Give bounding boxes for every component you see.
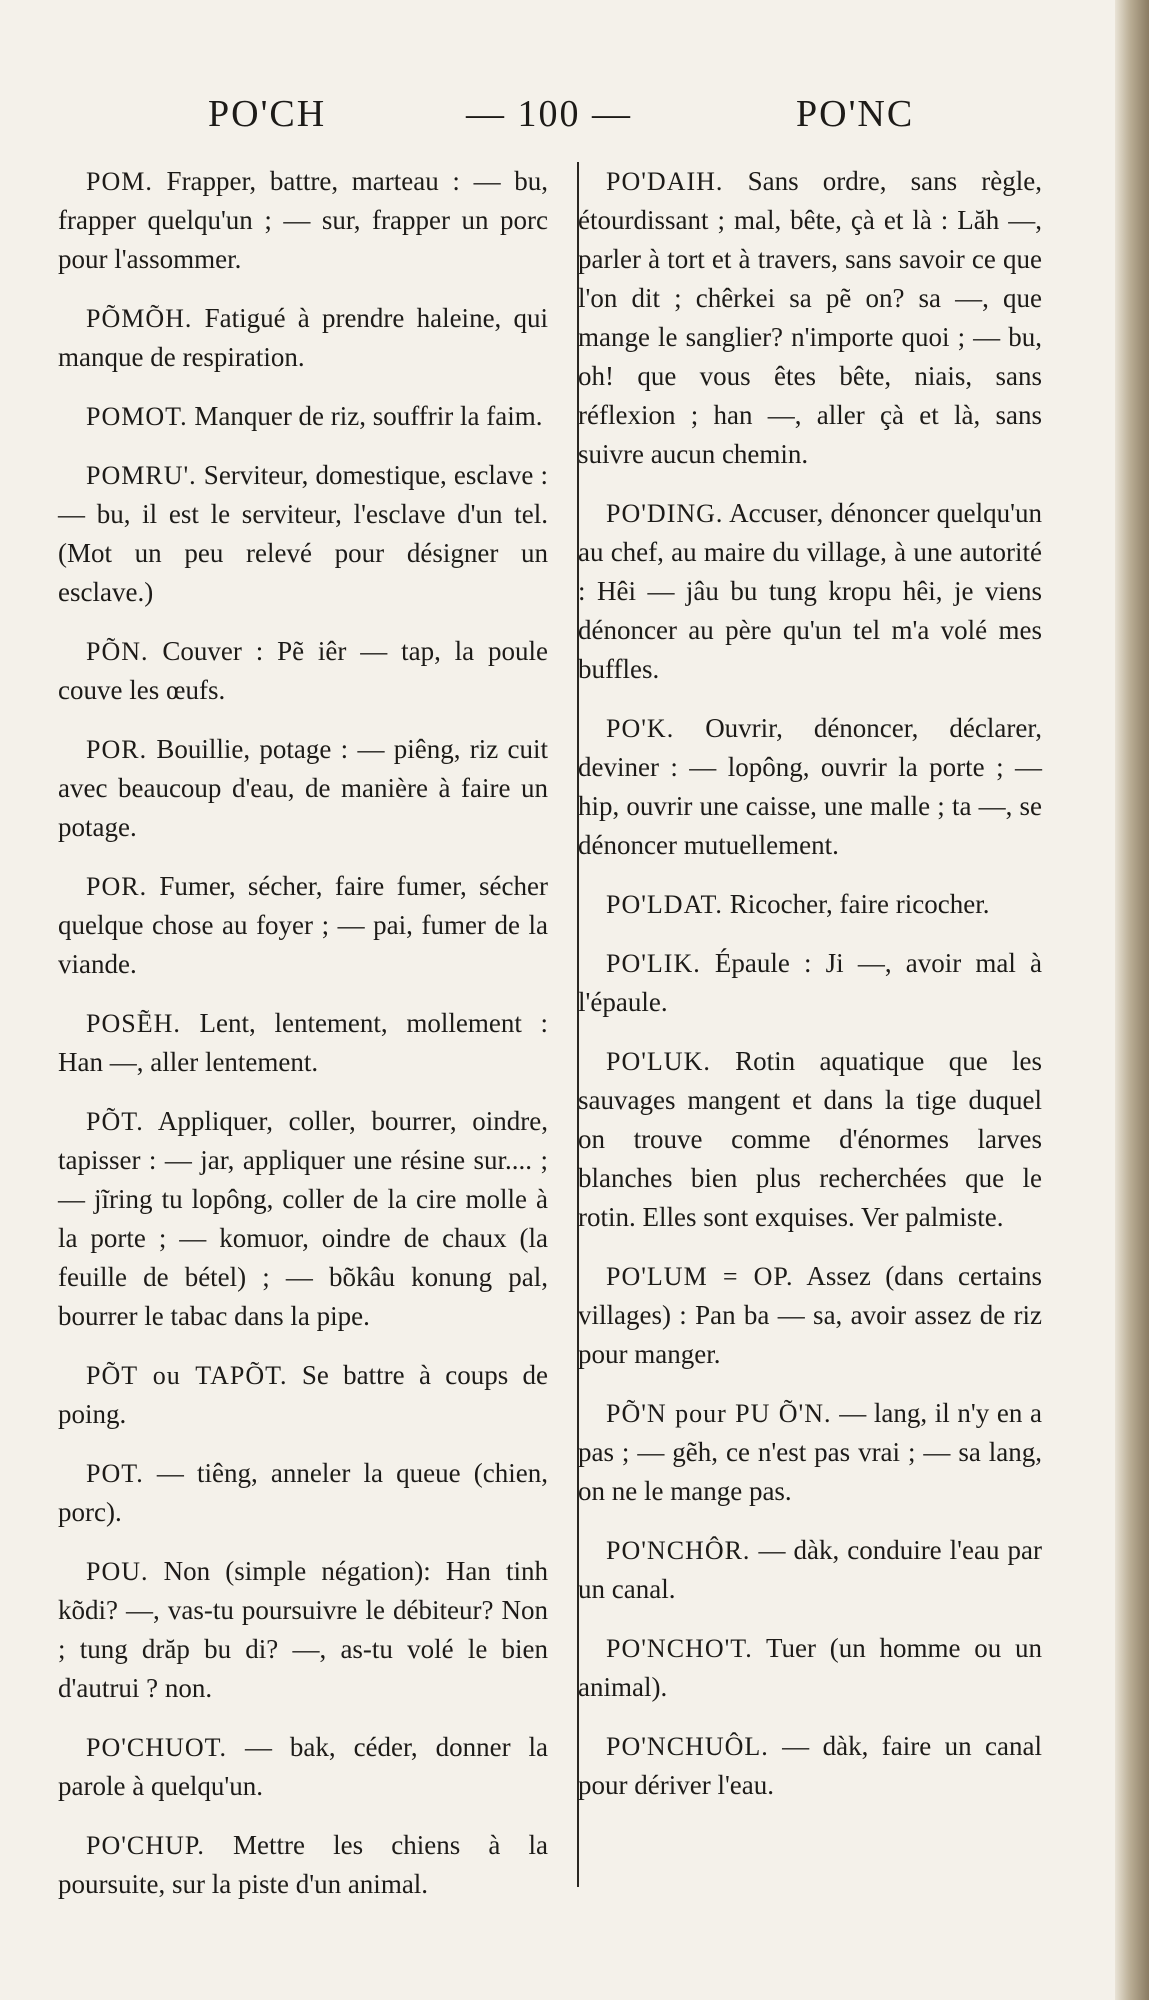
entry-definition: Manquer de riz, souffrir la faim. [194, 401, 543, 431]
entry-headword: PÕT. [86, 1107, 144, 1136]
entry-headword: POU. [86, 1557, 149, 1586]
dictionary-entry [578, 494, 1042, 689]
dictionary-entry [578, 885, 1042, 924]
entry-definition: — lang, il n'y en a pas ; — gẽh, ce n'est pas vrai ; — sa lang, on ne le mange pas. [578, 1398, 1042, 1506]
entry-headword: PO'DING. [606, 499, 724, 528]
dictionary-entry [58, 1728, 548, 1806]
left-column [58, 162, 548, 1924]
entry-headword: POR. [86, 872, 148, 901]
entry-definition: Assez (dans certains villages) : Pan ba — sa, avoir assez de riz pour manger. [578, 1261, 1042, 1369]
entry-headword: PÕT ou TAPÕT. [86, 1361, 288, 1390]
entry-definition: Se battre à coups de poing. [58, 1360, 549, 1429]
dictionary-entry [58, 397, 548, 436]
dictionary-entry [58, 1356, 548, 1434]
entry-definition: Ricocher, faire ricocher. [729, 889, 990, 919]
entry-headword: PO'NCHUÔL. [606, 1732, 769, 1761]
entry-definition: Frapper, battre, marteau : — bu, frapper quelqu'un ; — sur, frapper un porc pour l'assommer. [58, 166, 549, 274]
entry-definition: Bouillie, potage : — piêng, riz cuit avec beaucoup d'eau, de manière à faire un potage. [58, 734, 549, 842]
entry-definition: Lent, lentement, mollement : Han —, aller lentement. [58, 1008, 548, 1077]
dictionary-entry [58, 632, 548, 710]
entry-headword: PO'LUM = OP. [606, 1262, 794, 1291]
entry-headword: PO'LDAT. [606, 890, 723, 919]
entry-definition: — bak, céder, donner la parole à quelqu'un. [58, 1732, 549, 1801]
entry-headword: POSẼH. [86, 1009, 181, 1038]
page-edge [1115, 0, 1149, 2000]
dictionary-entry [578, 1394, 1042, 1511]
entry-definition: Fatigué à prendre haleine, qui manque de respiration. [58, 303, 548, 372]
header-right-guide-word: PO'NC [796, 93, 915, 135]
entry-headword: PÕ'N pour PU Õ'N. [606, 1399, 832, 1428]
dictionary-entry [578, 944, 1042, 1022]
dictionary-entry [578, 1629, 1042, 1707]
entry-definition: Couver : Pẽ iêr — tap, la poule couve les œufs. [58, 636, 549, 705]
entry-definition: Rotin aquatique que les sauvages mangent et dans la tige duquel on trouve comme d'énormes larves blanches bien plus recherchées que le rotin. Elles sont exquises. Ver palmiste. [578, 1046, 1042, 1232]
dictionary-entry [58, 730, 548, 847]
entry-headword: PO'DAIH. [606, 167, 724, 196]
entry-headword: POMOT. [86, 402, 188, 431]
header-left-guide-word: PO'CH [208, 93, 327, 135]
dictionary-entry [578, 1042, 1042, 1237]
entry-definition: Sans ordre, sans règle, étourdissant ; mal, bête, çà et là : Lăh —, parler à tort et à travers, sans savoir ce que l'on dit ; chêrkei sa pẽ on? sa —, que mange le sanglier? n'importe quoi ; — bu, oh! que vous êtes bête, niais, sans réflexion ; han —, aller çà et là, sans suivre aucun chemin. [578, 166, 1043, 469]
dictionary-entry [58, 299, 548, 377]
dictionary-entry [578, 162, 1042, 474]
entry-headword: PO'LIK. [606, 949, 701, 978]
entry-definition: Non (simple négation): Han tinh kõdi? —, vas-tu poursuivre le débiteur? Non ; tung drăp bu di? —, as-tu volé le bien d'autrui ? non. [58, 1556, 548, 1703]
entry-headword: PO'NCHO'T. [606, 1634, 753, 1663]
entry-headword: POR. [86, 735, 148, 764]
running-header [0, 92, 1149, 152]
entry-headword: PO'K. [606, 714, 675, 743]
entry-definition: Accuser, dénoncer quelqu'un au chef, au maire du village, à une autorité : Hêi — jâu bu tung kropu hêi, je viens dénoncer au père qu'un tel m'a volé mes buffles. [578, 498, 1042, 684]
entry-definition: Fumer, sécher, faire fumer, sécher quelque chose au foyer ; — pai, fumer de la viande. [58, 871, 549, 979]
entry-definition: Mettre les chiens à la poursuite, sur la piste d'un animal. [58, 1830, 548, 1899]
dictionary-entry [58, 1454, 548, 1532]
dictionary-entry [578, 709, 1042, 865]
entry-definition: — dàk, conduire l'eau par un canal. [578, 1535, 1042, 1604]
right-column [578, 162, 1042, 1825]
entry-definition: Tuer (un homme ou un animal). [578, 1633, 1042, 1702]
entry-definition: — dàk, faire un canal pour dériver l'eau. [578, 1731, 1042, 1800]
entry-headword: PO'CHUOT. [86, 1733, 228, 1762]
dictionary-entry [58, 456, 548, 612]
entry-definition: Ouvrir, dénoncer, déclarer, deviner : — lopông, ouvrir la porte ; — hip, ouvrir une caisse, une malle ; ta —, se dénoncer mutuellement. [578, 713, 1042, 860]
dictionary-entry [58, 1552, 548, 1708]
entry-headword: PO'LUK. [606, 1047, 711, 1076]
entry-headword: PO'NCHÔR. [606, 1536, 751, 1565]
dictionary-entry [578, 1257, 1042, 1374]
entry-definition: Serviteur, domestique, esclave : — bu, il est le serviteur, l'esclave d'un tel. (Mot un peu relevé pour désigner un esclave.) [58, 460, 548, 607]
entry-definition: Épaule : Ji —, avoir mal à l'épaule. [578, 948, 1042, 1017]
page-number: — 100 — [466, 93, 632, 135]
entry-definition: — tiêng, anneler la queue (chien, porc). [58, 1458, 548, 1527]
entry-headword: PO'CHUP. [86, 1831, 205, 1860]
entry-headword: PÕN. [86, 637, 149, 666]
dictionary-entry [578, 1727, 1042, 1805]
dictionary-entry [58, 1102, 548, 1336]
entry-headword: PÕMÕH. [86, 304, 193, 333]
entry-headword: POT. [86, 1459, 144, 1488]
entry-headword: POM. [86, 167, 153, 196]
dictionary-entry [58, 1004, 548, 1082]
entry-definition: Appliquer, coller, bourrer, oindre, tapisser : — jar, appliquer une résine sur.... ; — jĩring tu lopông, coller de la cire molle à la porte ; — komuor, oindre de chaux (la feuille de bétel) ; — bõkâu konung pal, bourrer le tabac dans la pipe. [58, 1106, 548, 1331]
dictionary-entry [58, 867, 548, 984]
dictionary-entry [58, 1826, 548, 1904]
entry-headword: POMRU'. [86, 461, 197, 490]
dictionary-entry [578, 1531, 1042, 1609]
dictionary-entry [58, 162, 548, 279]
